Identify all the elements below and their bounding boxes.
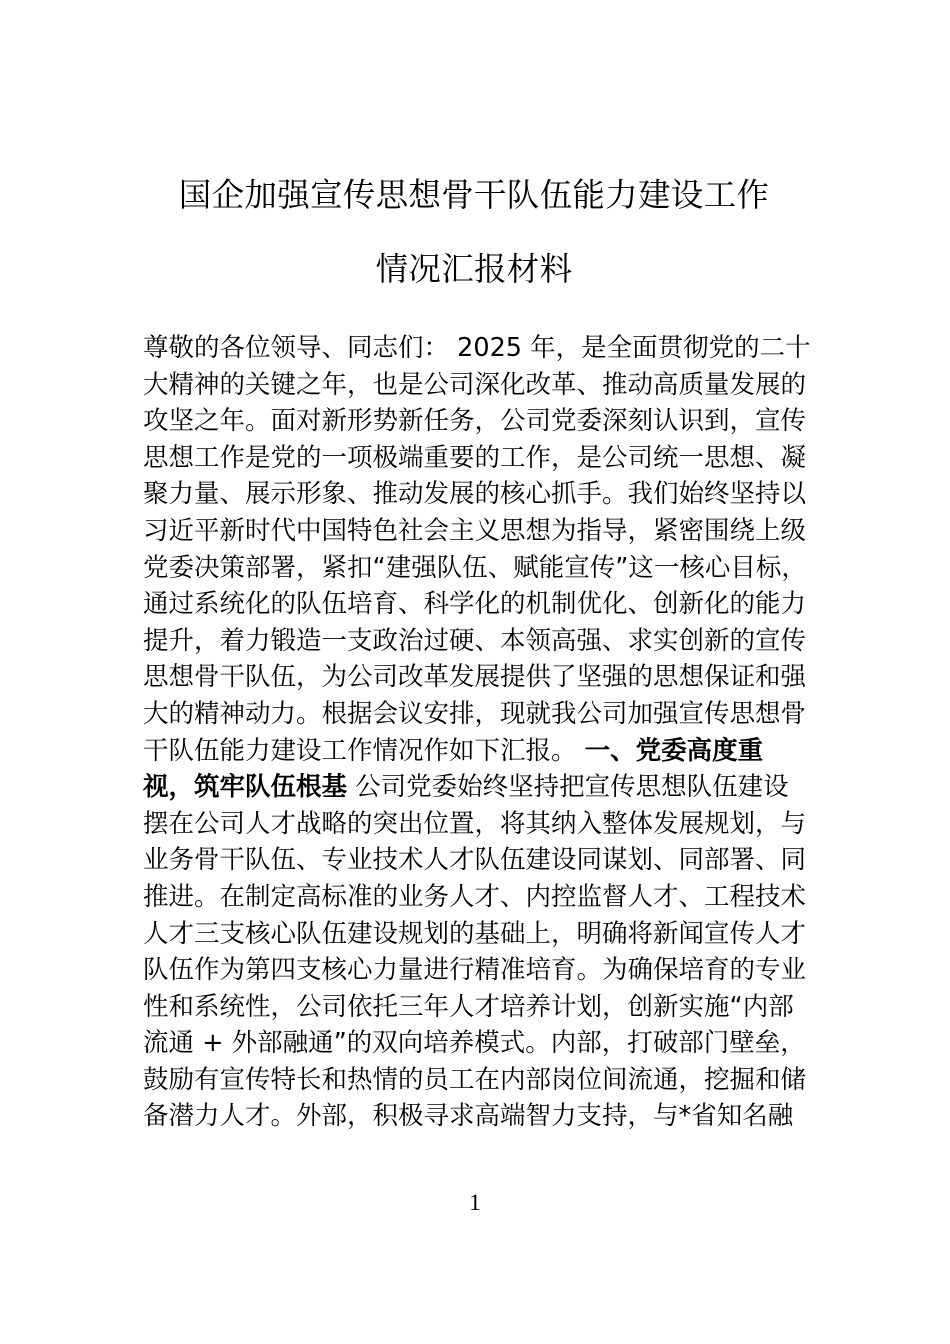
document-body bbox=[143, 330, 811, 1135]
page-title-line-2: 情况汇报材料 bbox=[375, 250, 573, 288]
section-1-paragraph-1: 公司党委始终坚持把宣传思想队伍建设摆在公司人才战略的突出位置，将其纳入整体发展规划，与业务骨干队伍、专业技术人才队伍建设同谋划、同部署、同推进。在制定高标准的业务人才、内控监督人才、工程技术人才三支核心队伍建设规划的基础上，明确将新闻宣传人才队伍作为第四支核心力量进行精准培育。为确保培育的专业性和系统性，公司依托三年人才培养计划，创新实施“内部流通 + 外部融通”的双向培养模式。内部，打破部门壁垒，鼓励有宣传特长和热情的员工在内部岗位间流通，挖掘和储备潜力人才。外部，积极寻求高端智力支持，与*省知名融 bbox=[143, 772, 807, 1132]
page-title-line-1: 国企加强宣传思想骨干队伍能力建设工作 bbox=[178, 176, 770, 214]
salutation-line: 尊敬的各位领导、同志们： bbox=[143, 333, 450, 363]
section-heading-1: 一、党委高度重视，筑牢队伍根基 bbox=[143, 735, 764, 803]
page-number: 1 bbox=[469, 1190, 481, 1215]
page-title bbox=[143, 158, 805, 306]
body-paragraph-1: 2025 年，是全面贯彻党的二十大精神的关键之年，也是公司深化改革、推动高质量发展的攻坚之年。面对新形势新任务，公司党委深刻认识到，宣传思想工作是党的一项极端重要的工作，是公司统一思想、凝聚力量、展示形象、推动发展的核心抓手。我们始终坚持以习近平新时代中国特色社会主义思想为指导，紧密围绕上级党委决策部署，紧扣“建强队伍、赋能宣传”这一核心目标，通过系统化的队伍培育、科学化的机制优化、创新化的能力提升，着力锻造一支政治过硬、本领高强、求实创新的宣传思想骨干队伍，为公司改革发展提供了坚强的思想保证和强大的精神动力。根据会议安排，现就我公司加强宣传思想骨干队伍能力建设工作情况作如下汇报。 bbox=[143, 333, 811, 766]
